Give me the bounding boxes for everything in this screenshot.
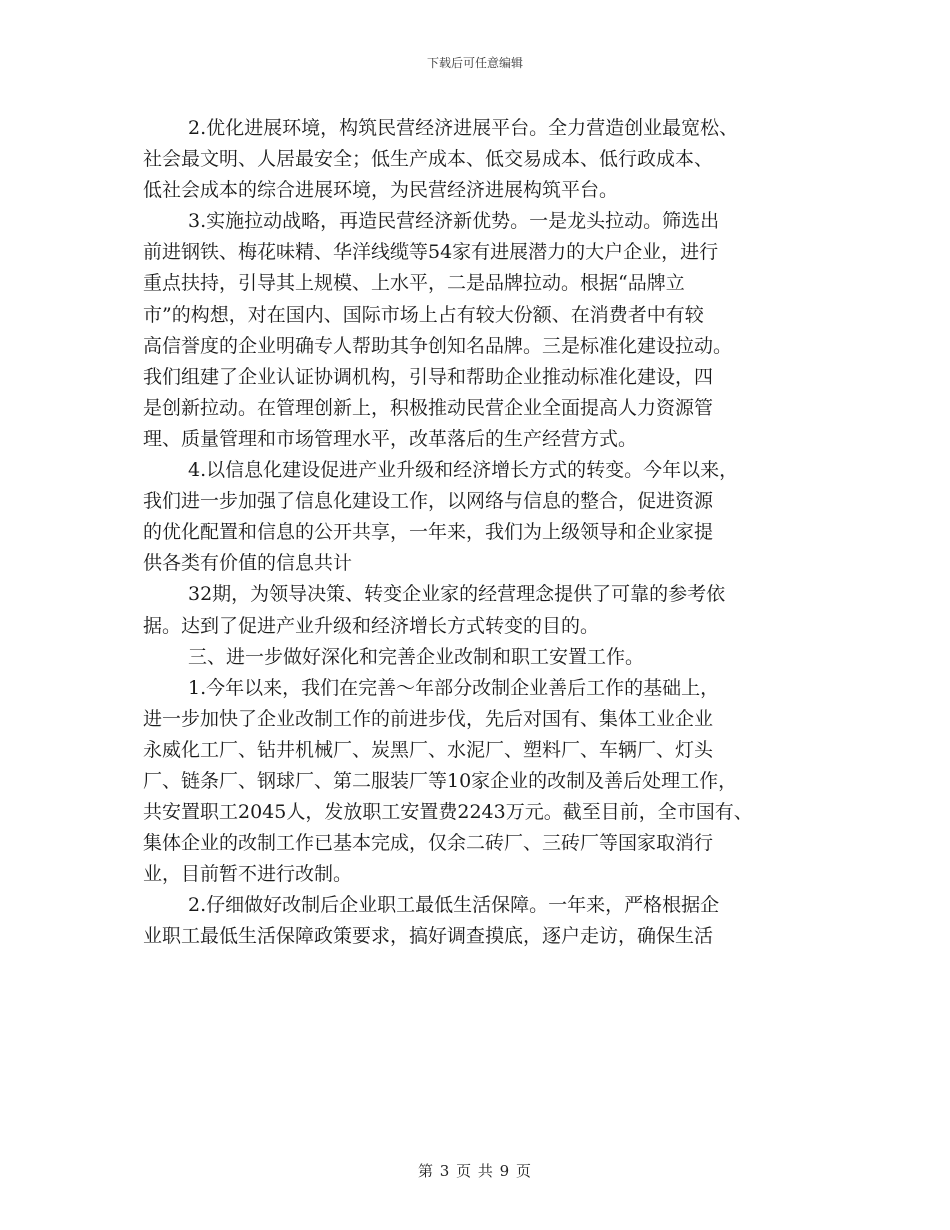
text-line: 32期，为领导决策、转变企业家的经营理念提供了可靠的参考依 — [188, 583, 726, 606]
text-line: 业，目前暂不进行改制。 — [143, 863, 353, 886]
text-line: 低社会成本的综合进展环境，为民营经济进展构筑平台。 — [143, 179, 619, 202]
paragraph — [143, 113, 823, 206]
text-line: 永威化工厂、钻井机械厂、炭黑厂、水泥厂、塑料厂、车辆厂、灯头 — [143, 738, 714, 761]
text-line: 进一步加快了企业改制工作的前进步伐，先后对国有、集体工业企业 — [143, 707, 714, 730]
paragraph — [143, 455, 823, 579]
text-line: 2.仔细做好改制后企业职工最低生活保障。一年来，严格根据企 — [188, 894, 720, 917]
paragraph — [143, 206, 823, 455]
text-line: 理、质量管理和市场管理水平，改革落后的生产经营方式。 — [143, 427, 638, 450]
page-header: 下载后可任意编辑 — [426, 56, 523, 70]
paragraph — [143, 890, 823, 952]
section-heading — [143, 642, 823, 673]
text-line: 4.以信息化建设促进产业升级和经济增长方式的转变。今年以来， — [188, 459, 739, 482]
text-line: 厂、链条厂、钢球厂、第二服装厂等10家企业的改制及善后处理工作， — [143, 769, 738, 792]
text-line: 集体企业的改制工作已基本完成，仅余二砖厂、三砖厂等国家取消行 — [143, 832, 714, 855]
text-line: 共安置职工2045人，发放职工安置费2243万元。截至目前，全市国有、 — [143, 801, 753, 824]
paragraph — [143, 579, 823, 641]
page-number: 第 3 页 共 9 页 — [418, 1162, 532, 1180]
text-line: 社会最文明、人居最安全；低生产成本、低交易成本、低行政成本、 — [143, 148, 714, 171]
text-line: 我们进一步加强了信息化建设工作，以网络与信息的整合，促进资源 — [143, 490, 714, 513]
text-line: 前进钢铁、梅花味精、华洋线缆等54家有进展潜力的大户企业，进行 — [143, 241, 719, 264]
document-body — [143, 113, 823, 953]
text-line: 1.今年以来，我们在完善～年部分改制企业善后工作的基础上， — [188, 676, 720, 699]
text-line: 2.优化进展环境，构筑民营经济进展平台。全力营造创业最宽松、 — [188, 117, 739, 139]
text-line: 业职工最低生活保障政策要求，搞好调查摸底，逐户走访，确保生活 — [143, 925, 714, 948]
text-line: 是创新拉动。在管理创新上，积极推动民营企业全面提高人力资源管 — [143, 396, 714, 419]
text-line: 3.实施拉动战略，再造民营经济新优势。一是龙头拉动。筛选出 — [188, 210, 720, 233]
text-line: 据。达到了促进产业升级和经济增长方式转变的目的。 — [143, 614, 600, 637]
text-line: 我们组建了企业认证协调机构，引导和帮助企业推动标准化建设，四 — [143, 365, 714, 388]
text-line: 高信誉度的企业明确专人帮助其争创知名品牌。三是标准化建设拉动。 — [143, 334, 733, 357]
paragraph — [143, 673, 823, 891]
text-line: 重点扶持，引导其上规模、上水平，二是品牌拉动。根据“品牌立 — [143, 272, 685, 295]
text-line: 三、进一步做好深化和完善企业改制和职工安置工作。 — [188, 645, 645, 668]
text-line: 的优化配置和信息的公开共享，一年来，我们为上级领导和企业家提 — [143, 521, 714, 544]
text-line: 供各类有价值的信息共计 — [143, 552, 353, 575]
text-line: 市”的构想，对在国内、国际市场上占有较大份额、在消费者中有较 — [143, 303, 704, 326]
